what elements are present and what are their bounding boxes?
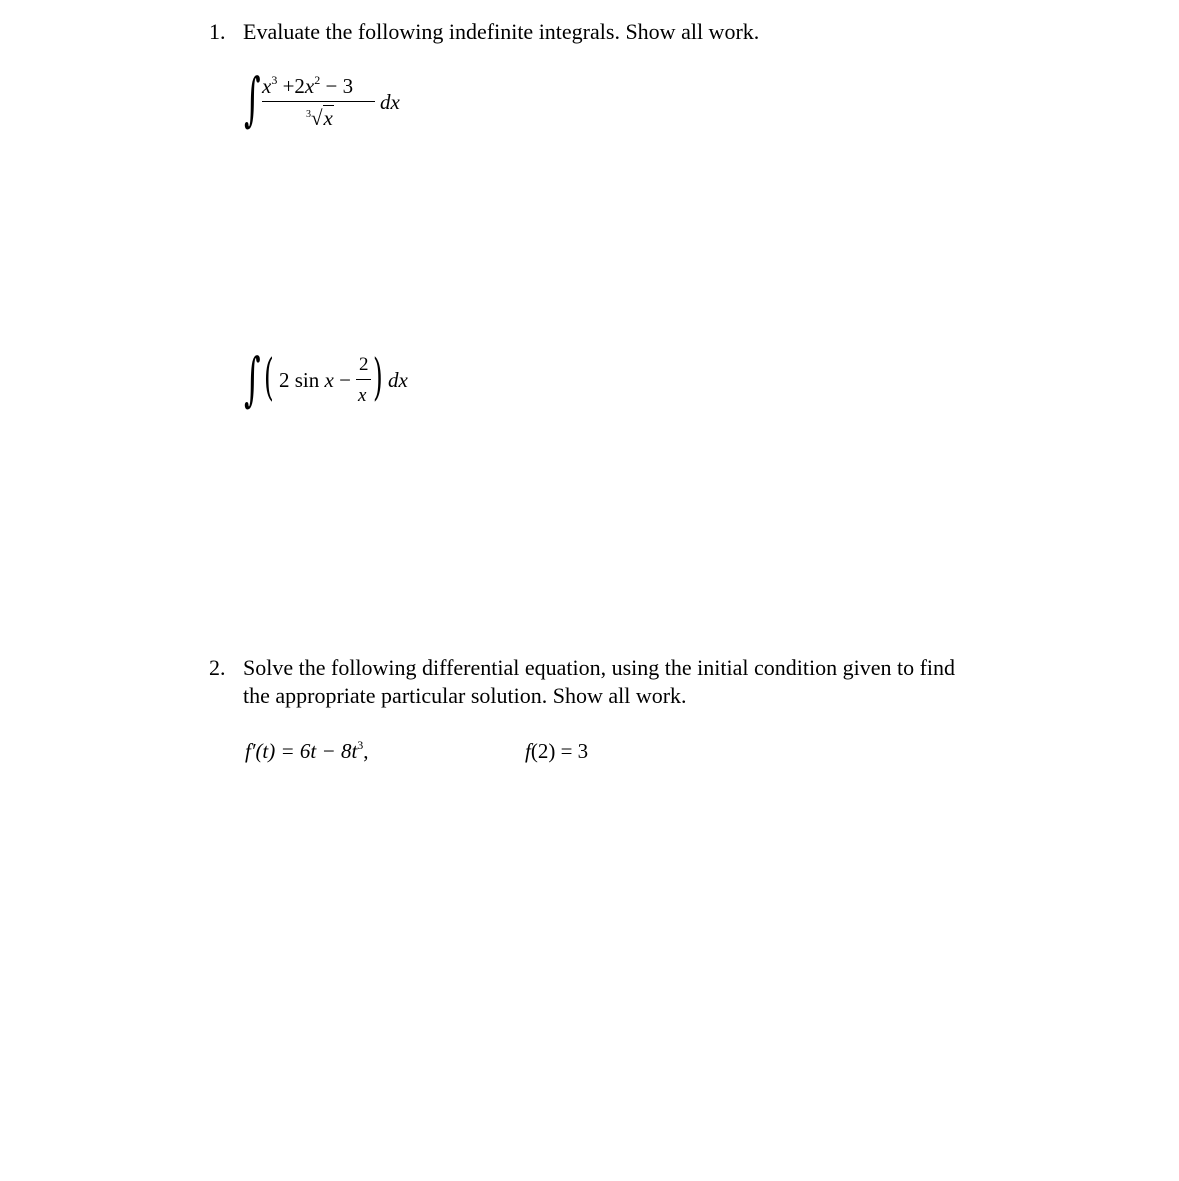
integral-a-denominator <box>306 108 334 129</box>
ic-f: f <box>525 739 531 763</box>
integral-a-sign: ∫ <box>244 65 261 133</box>
den-radical: √ <box>311 106 323 130</box>
differential-equation <box>245 738 369 763</box>
num-plus: + <box>282 74 295 98</box>
term1-minus: − <box>339 368 351 392</box>
question-2-number: 2. <box>209 655 226 680</box>
question-1-instruction: Evaluate the following indefinite integrals. Show all work. <box>243 19 760 44</box>
integral-a-fraction-bar <box>262 101 375 102</box>
integral-b-term1 <box>279 370 351 391</box>
integral-b-sign: ∫ <box>244 345 261 413</box>
eq-exp: 3 <box>357 738 364 752</box>
term1-text: 2 sin <box>279 368 320 392</box>
eq-rhs: = 6t − 8t <box>280 739 358 763</box>
question-1-number: 1. <box>209 19 226 44</box>
integral-b-dx: dx <box>388 368 408 392</box>
num-coef2: 2 <box>294 74 305 98</box>
num-exp3: 3 <box>271 73 278 87</box>
ic-rest: (2) = 3 <box>530 739 589 763</box>
num-exp2: 2 <box>314 73 321 87</box>
integral-b-right-paren: ) <box>373 348 383 406</box>
question-2-instruction-line2: the appropriate particular solution. Show all work. <box>243 683 687 708</box>
eq-prime-arg: ′(t) <box>250 739 276 763</box>
question-2-instruction-line1: Solve the following differential equation, using the initial condition given to find <box>243 655 956 680</box>
eq-comma: , <box>363 739 369 763</box>
integral-b-frac-num: 2 <box>359 354 369 375</box>
den-x: x <box>323 106 333 130</box>
num-x: x <box>262 74 272 98</box>
num-x2: x <box>304 74 315 98</box>
integral-b-frac-den: x <box>358 385 367 406</box>
term1-var: x <box>324 368 334 392</box>
integral-b-left-paren: ( <box>264 348 274 406</box>
eq-f: f <box>245 739 251 763</box>
initial-condition <box>525 741 588 762</box>
den-root-index: 3 <box>306 109 311 120</box>
integral-a-dx: dx <box>380 90 400 114</box>
num-minus3: − 3 <box>325 74 354 98</box>
integral-b-fraction-bar <box>356 379 371 380</box>
integral-a-numerator <box>262 73 354 98</box>
